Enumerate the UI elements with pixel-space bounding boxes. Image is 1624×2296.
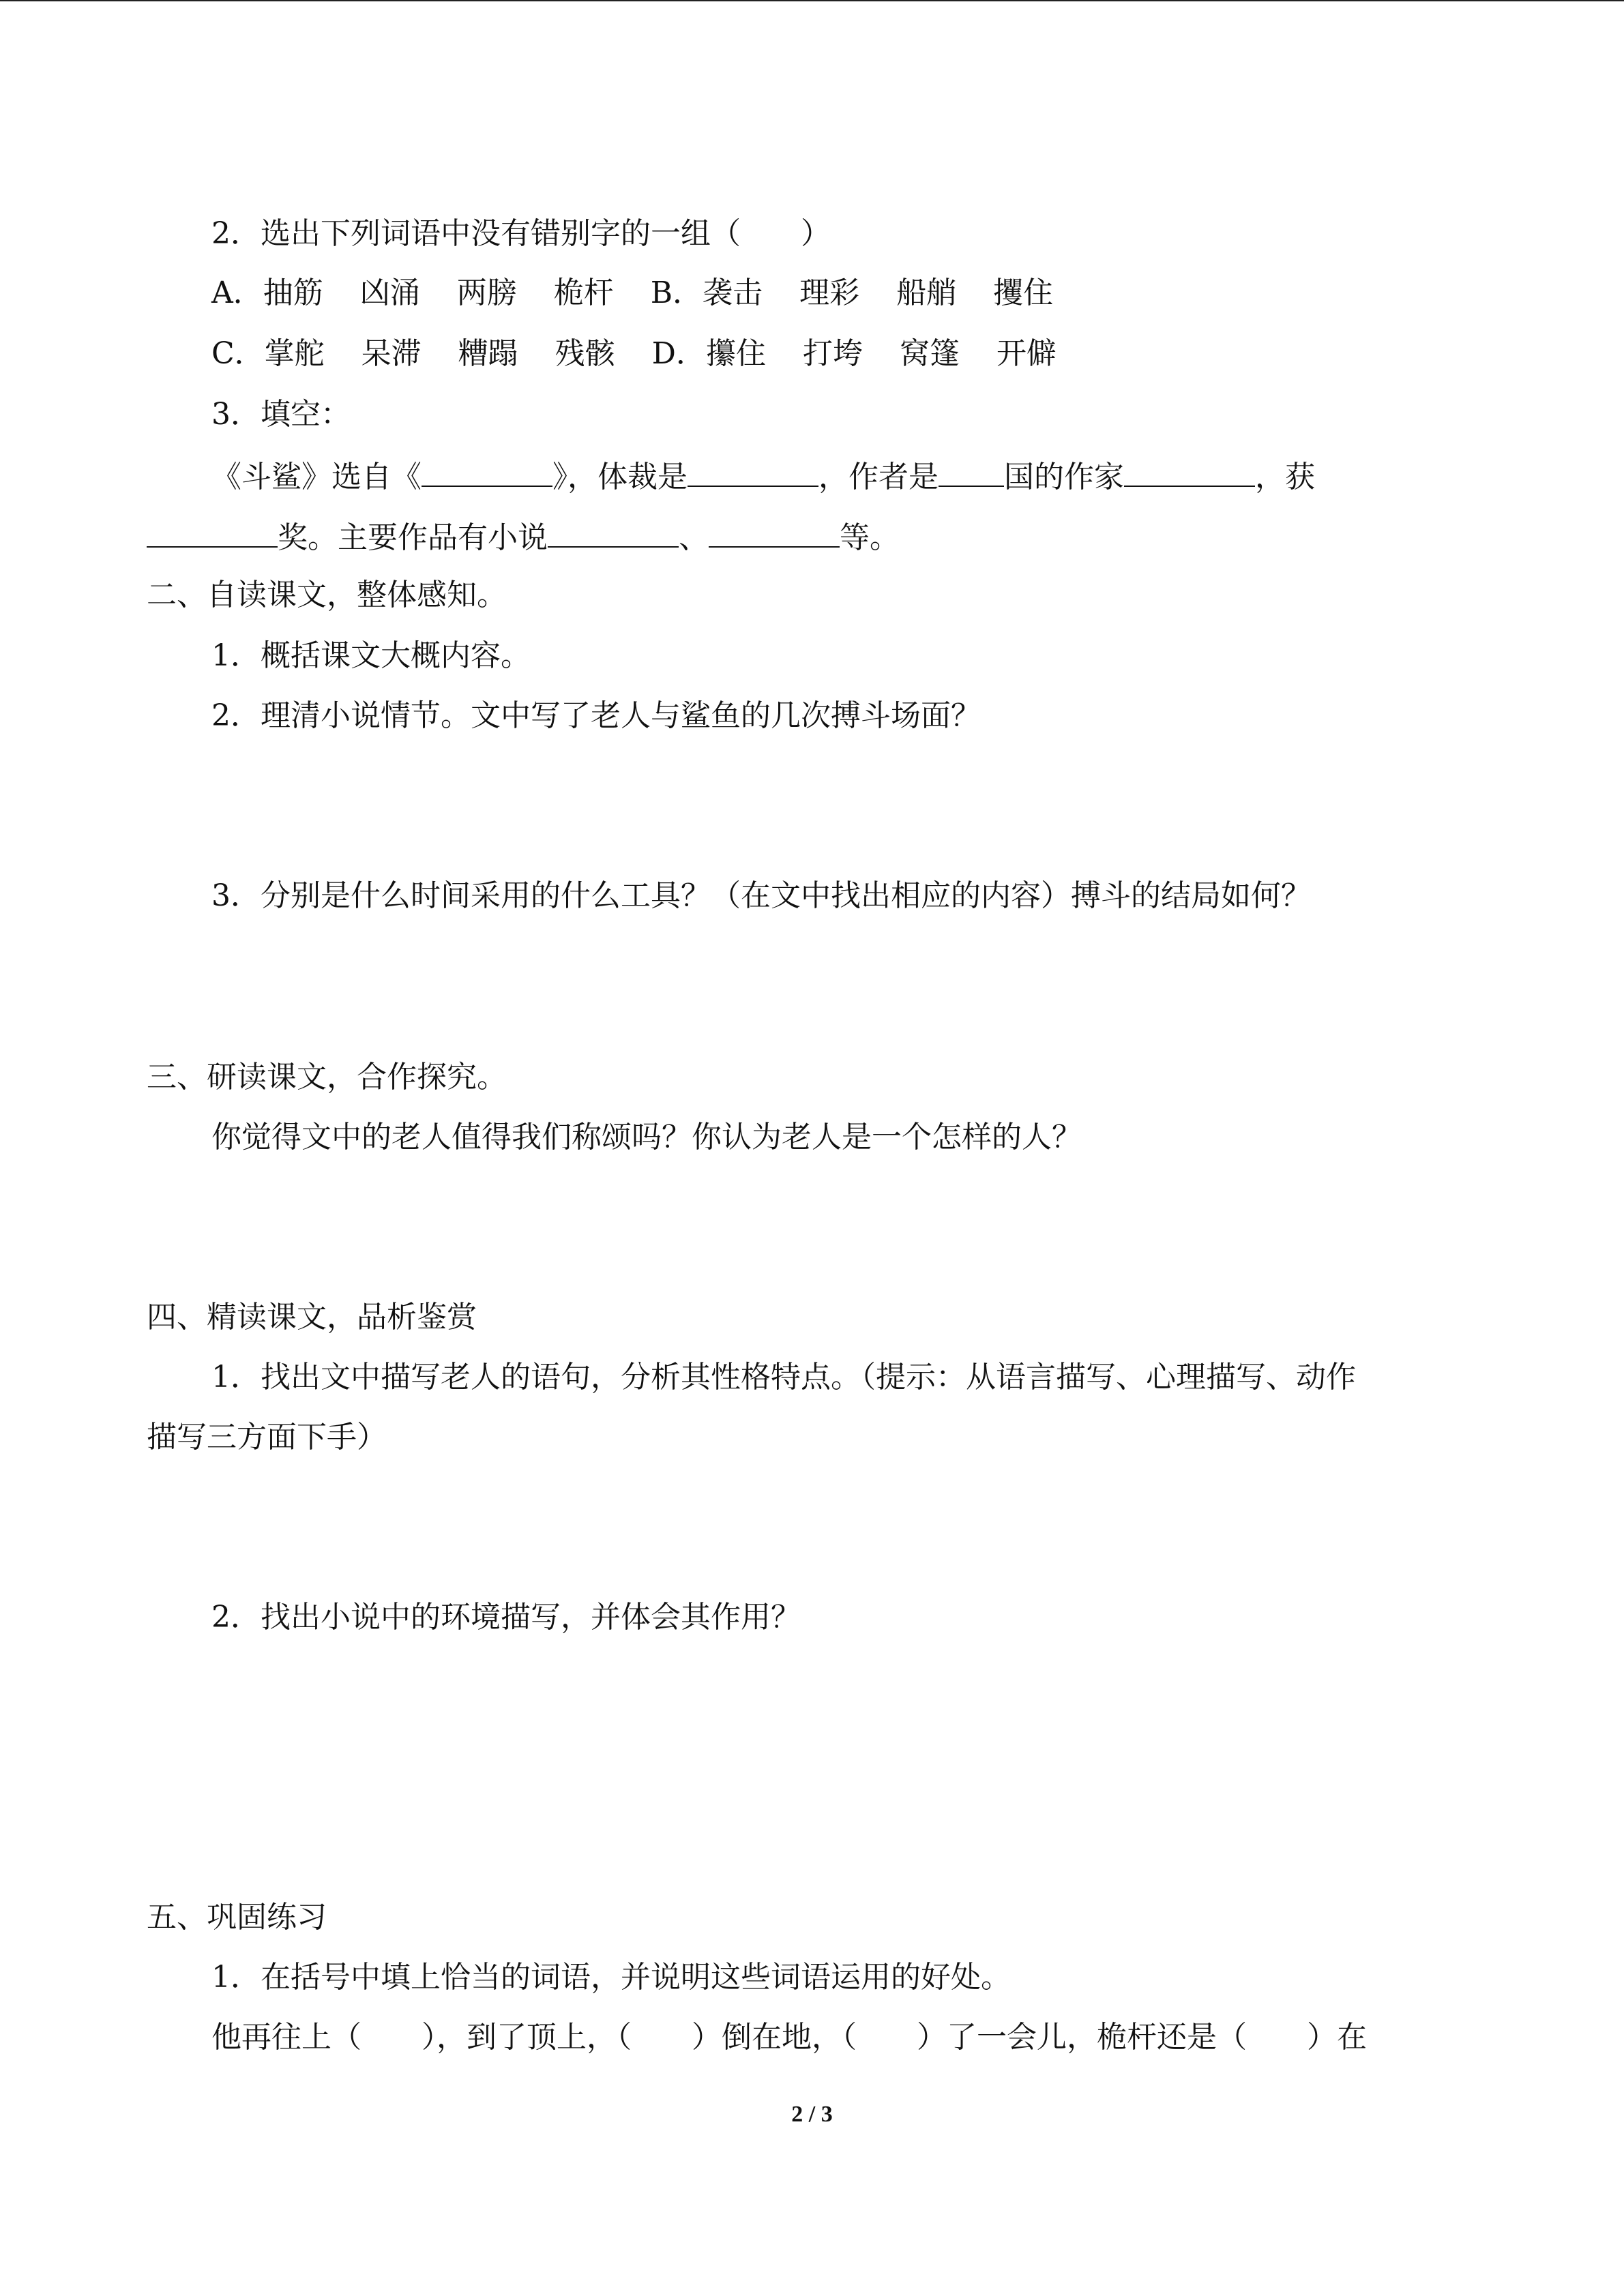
fill-blank[interactable] [422,454,552,487]
option-b-label: B． [650,275,703,310]
section-2-title: 二、自读课文，整体感知。 [147,578,507,612]
option-c-word: 呆滞 [361,336,422,371]
fill-blank[interactable] [1124,454,1255,487]
fill-blank[interactable] [548,515,679,548]
option-d-label: D． [651,336,706,371]
q3-text: 、 [679,520,709,555]
option-b-word: 船艄 [896,275,957,310]
option-b-word: 袭击 [703,275,763,310]
section-3-question: 你觉得文中的老人值得我们称颂吗？你认为老人是一个怎样的人？ [211,1120,1082,1154]
page-top-rule [0,0,1624,1]
q3-text: ，获 [1255,460,1315,494]
section-4-q2: 2．找出小说中的环境描写，并体会其作用？ [211,1600,801,1635]
q3-text: 《斗鲨》选自《 [211,460,422,494]
q3-text: 奖。主要作品有小说 [278,520,548,555]
q3-text: ，作者是 [818,460,939,494]
section-2-q2: 2．理清小说情节。文中写了老人与鲨鱼的几次搏斗场面？ [211,698,981,733]
fill-blank[interactable] [688,454,818,487]
q3-text: 》，体裁是 [552,460,688,494]
option-d-word: 攥住 [705,336,766,371]
section-4-q1-line-1: 1．找出文中描写老人的语句，分析其性格特点。（提示：从语言描写、心理描写、动作 [211,1360,1356,1395]
section-4-title: 四、精读课文，品析鉴赏 [147,1300,477,1335]
q3-fill-line-1 [211,454,1315,498]
q3-fill-line-2 [147,515,900,558]
option-d-word: 开僻 [996,336,1057,371]
section-4-q1-line-2: 描写三方面下手） [147,1420,387,1455]
option-c-word: 糟蹋 [458,336,518,371]
section-2-q3: 3．分别是什么时间采用的什么工具？（在文中找出相应的内容）搏斗的结局如何？ [211,878,1311,913]
fill-blank[interactable] [939,454,1004,487]
section-5-q1: 1．在括号中填上恰当的词语，并说明这些词语运用的好处。 [211,1960,1011,1995]
option-d-word: 窝篷 [899,336,960,371]
option-a-word: 两膀 [456,275,517,310]
q2-stem: 2．选出下列词语中没有错别字的一组（ ） [211,216,831,251]
page-number: 2 / 3 [791,2102,833,2127]
q3-text: 等。 [840,520,900,555]
option-d-word: 打垮 [802,336,863,371]
option-c-label: C． [211,336,265,371]
option-b-word: 攫住 [993,275,1054,310]
option-b-word: 理彩 [799,275,860,310]
q3-text: 国的作家 [1004,460,1124,494]
option-a-label: A． [211,275,263,310]
section-5-title: 五、巩固练习 [147,1900,327,1935]
fill-blank[interactable] [147,515,278,548]
option-a-word: 抽筋 [263,275,323,310]
option-c-word: 掌舵 [264,336,325,371]
fill-blank[interactable] [709,515,840,548]
q2-options-ab [211,273,1053,314]
section-5-q1-text: 他再往上（ ），到了顶上，（ ）倒在地，（ ）了一会儿，桅杆还是（ ）在 [211,2020,1367,2055]
section-2-q1: 1．概括课文大概内容。 [211,638,531,673]
q2-options-cd [211,333,1057,374]
q3-stem: 3．填空： [211,397,351,432]
option-a-word: 桅杆 [553,275,614,310]
option-c-word: 残骸 [555,336,615,371]
option-a-word: 凶涌 [359,275,420,310]
section-3-title: 三、研读课文，合作探究。 [147,1060,507,1094]
